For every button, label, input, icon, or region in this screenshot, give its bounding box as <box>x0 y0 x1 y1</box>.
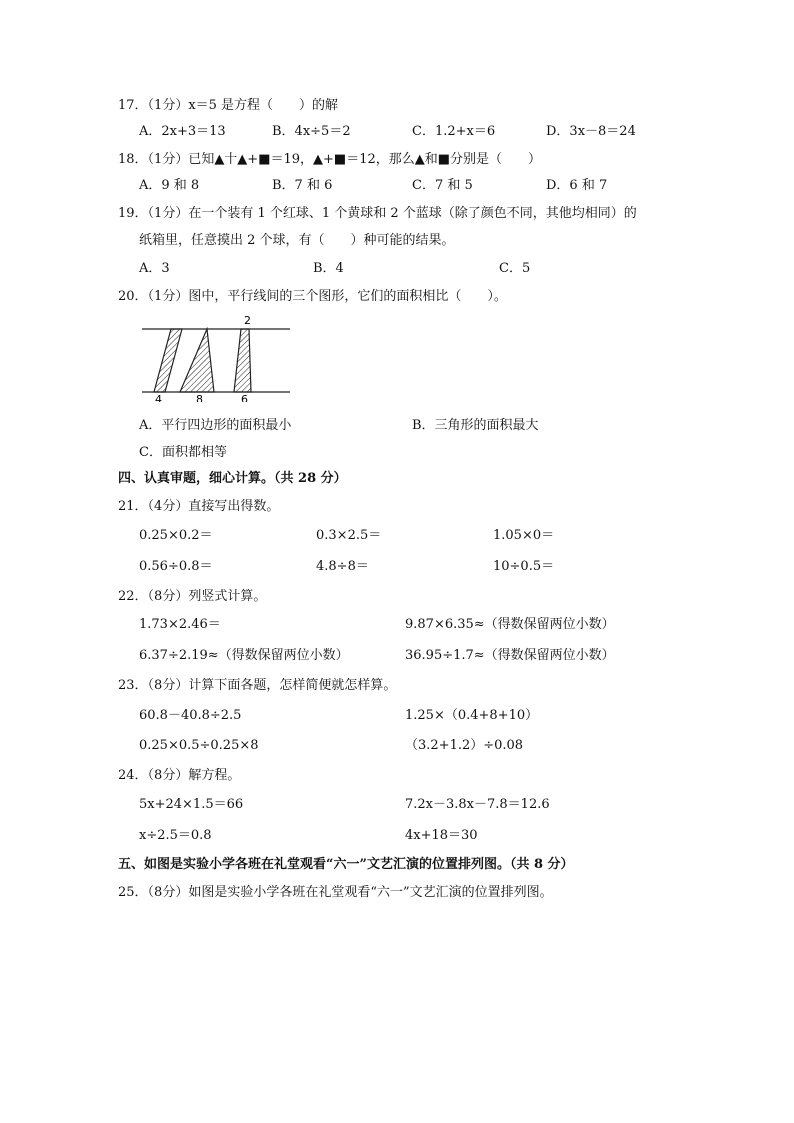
q24-item: x÷2.5＝0.8 <box>139 828 212 843</box>
q23-item: 60.8－40.8÷2.5 <box>139 708 242 723</box>
parallelogram-shape <box>154 329 182 392</box>
fig-label-trapezoid-bottom: 6 <box>241 393 248 402</box>
q18-option-c: C．7 和 5 <box>412 178 473 193</box>
q19-option-a: A．3 <box>139 261 170 276</box>
q19-stem-line1: 19．（1分）在一个装有 1 个红球、1 个黄球和 2 个蓝球（除了颜色不同，其他均相同）的 <box>118 206 637 221</box>
q20-option-a: A．平行四边形的面积最小 <box>139 418 292 433</box>
q22-stem: 22．（8分）列竖式计算。 <box>118 589 267 604</box>
q22-item: 9.87×6.35≈（得数保留两位小数） <box>405 617 615 632</box>
q20-option-c: C．面积都相等 <box>139 445 227 460</box>
q19-option-c: C．5 <box>499 261 531 276</box>
q19-option-b: B．4 <box>313 261 344 276</box>
q18-option-d: D．6 和 7 <box>546 178 608 193</box>
q24-item: 7.2x－3.8x－7.8＝12.6 <box>405 797 550 812</box>
q22-item: 6.37÷2.19≈（得数保留两位小数） <box>139 648 349 663</box>
q21-item: 1.05×0＝ <box>493 528 555 543</box>
q23-item: 1.25×（0.4+8+10） <box>405 708 539 723</box>
q21-item: 0.56÷0.8＝ <box>139 559 213 574</box>
q24-item: 4x+18＝30 <box>405 828 478 843</box>
trapezoid-shape <box>234 329 251 392</box>
section-4-heading: 四、认真审题，细心计算。（共 28 分） <box>118 471 347 486</box>
triangle-shape <box>180 329 214 392</box>
q22-item: 36.95÷1.7≈（得数保留两位小数） <box>405 648 615 663</box>
q24-stem: 24．（8分）解方程。 <box>118 768 241 783</box>
q22-item: 1.73×2.46＝ <box>139 617 221 632</box>
q21-item: 0.25×0.2＝ <box>139 528 213 543</box>
q17-stem: 17．（1分）x＝5 是方程（ ）的解 <box>118 98 339 113</box>
q25-stem: 25．（8分）如图是实验小学各班在礼堂观看“六一”文艺汇演的位置排列图。 <box>118 885 553 900</box>
q23-item: 0.25×0.5÷0.25×8 <box>139 738 259 753</box>
q21-item: 4.8÷8＝ <box>316 559 369 574</box>
q18-stem: 18．（1分）已知▲十▲+■＝19，▲+■＝12，那么▲和■分别是（ ） <box>118 152 542 167</box>
q23-item: （3.2+1.2）÷0.08 <box>405 738 524 753</box>
q17-option-b: B．4x÷5＝2 <box>272 124 351 139</box>
q19-stem-line2: 纸箱里，任意摸出 2 个球，有（ ）种可能的结果。 <box>139 233 455 248</box>
q18-option-b: B．7 和 6 <box>272 178 333 193</box>
parallel-lines-figure <box>140 312 292 402</box>
q24-item: 5x+24×1.5＝66 <box>139 797 244 812</box>
q20-option-b: B．三角形的面积最大 <box>412 418 539 433</box>
q17-option-d: D．3x－8＝24 <box>546 124 636 139</box>
q21-item: 10÷0.5＝ <box>493 559 555 574</box>
fig-label-trapezoid-top: 2 <box>244 314 251 327</box>
section-5-heading: 五、如图是实验小学各班在礼堂观看“六一”文艺汇演的位置排列图。（共 8 分） <box>118 857 574 872</box>
q20-stem: 20．（1分）图中，平行线间的三个图形，它们的面积相比（ ）。 <box>118 289 507 304</box>
fig-label-triangle-base: 8 <box>196 393 203 402</box>
q23-stem: 23．（8分）计算下面各题，怎样简便就怎样算。 <box>118 678 397 693</box>
q21-stem: 21．（4分）直接写出得数。 <box>118 499 280 514</box>
fig-label-parallelogram-base: 4 <box>155 393 162 402</box>
q17-option-a: A．2x+3＝13 <box>139 124 226 139</box>
q17-option-c: C．1.2+x＝6 <box>412 124 496 139</box>
q18-option-a: A．9 和 8 <box>139 178 200 193</box>
q21-item: 0.3×2.5＝ <box>316 528 382 543</box>
